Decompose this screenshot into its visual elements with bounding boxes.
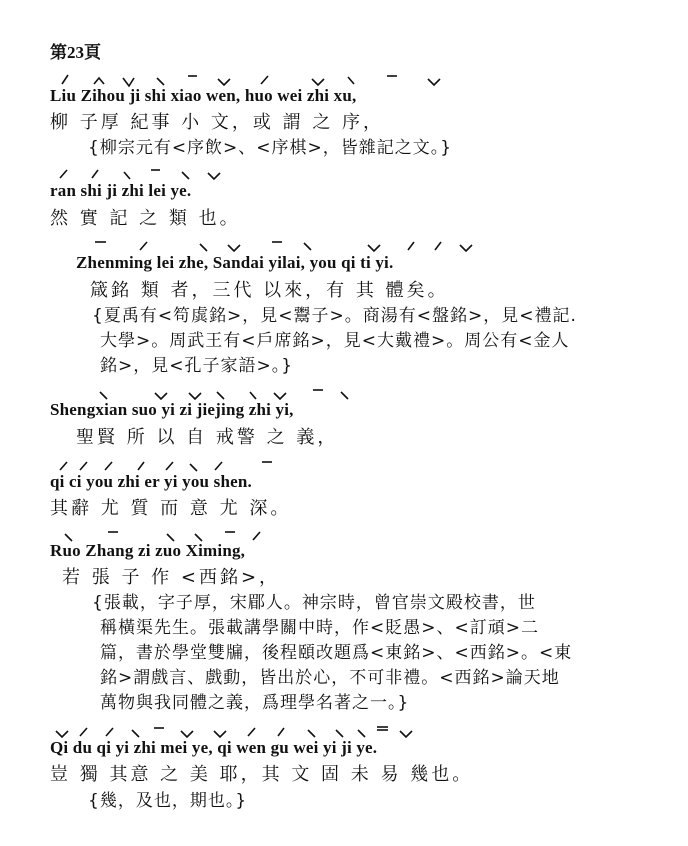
- pinyin-line: Zhenming lei zhe, Sandai yilai, you qi ti yi.: [76, 253, 394, 272]
- annotation-line: 銘>謂戲言、戲動，皆出於心，不可非禮。<西銘>論天地: [100, 668, 560, 688]
- annotation-line: 萬物與我同體之義，爲理學名著之一。}: [100, 693, 410, 713]
- tone-marks: [50, 238, 650, 254]
- hanzi-line: 其辭 尤 質 而 意 尤 深。: [50, 498, 292, 519]
- pinyin-line: Ruo Zhang zi zuo Ximing,: [50, 541, 246, 560]
- pinyin-line: ran shi ji zhi lei ye.: [50, 181, 192, 200]
- pinyin-line: qi ci you zhi er yi you shen.: [50, 472, 252, 491]
- annotation-line: {柳宗元有<序飲>、<序棋>，皆雜記之文。}: [88, 138, 453, 158]
- hanzi-line: 若 張 子 作 <西銘>，: [62, 567, 281, 588]
- pinyin-line: Liu Zihou ji shi xiao wen, huo wei zhi xu,: [50, 86, 357, 105]
- annotation-line: 篇，書於學堂雙牖，後程頤改題爲<東銘>、<西銘>。<東: [100, 643, 573, 663]
- hanzi-line: 箴銘 類 者，三代 以來，有 其 體矣。: [90, 280, 449, 301]
- annotation-line: 大學>。周武王有<戶席銘>，見<大戴禮>。周公有<金人: [100, 331, 570, 351]
- annotation-line: 稱橫渠先生。張載講學關中時，作<貶愚>、<訂頑>二: [100, 618, 539, 638]
- pinyin-line: Qi du qi yi zhi mei ye, qi wen gu wei yi ji ye.: [50, 738, 378, 757]
- hanzi-line: 聖賢 所 以 自 戒警 之 義，: [76, 427, 339, 448]
- pinyin-line: Shengxian suo yi zi jiejing zhi yi,: [50, 400, 294, 419]
- annotation-line: {幾，及也，期也。}: [88, 791, 248, 811]
- page-number: 第23頁: [50, 43, 101, 62]
- annotation-line: {夏禹有<笱虡銘>，見<鬻子>。商湯有<盤銘>，見<禮記.: [92, 306, 577, 326]
- hanzi-line: 柳 子厚 紀事 小 文，或 謂 之 序，: [50, 112, 385, 133]
- hanzi-line: 豈 獨 其意 之 美 耶，其 文 固 未 易 幾也。: [50, 764, 474, 785]
- tone-marks: [50, 166, 650, 182]
- annotation-line: {張載，字子厚，宋郿人。神宗時，曾官崇文殿校書，世: [92, 593, 536, 613]
- annotation-line: 銘>，見<孔子家語>。}: [100, 356, 294, 376]
- hanzi-line: 然 實 記 之 類 也。: [50, 208, 241, 229]
